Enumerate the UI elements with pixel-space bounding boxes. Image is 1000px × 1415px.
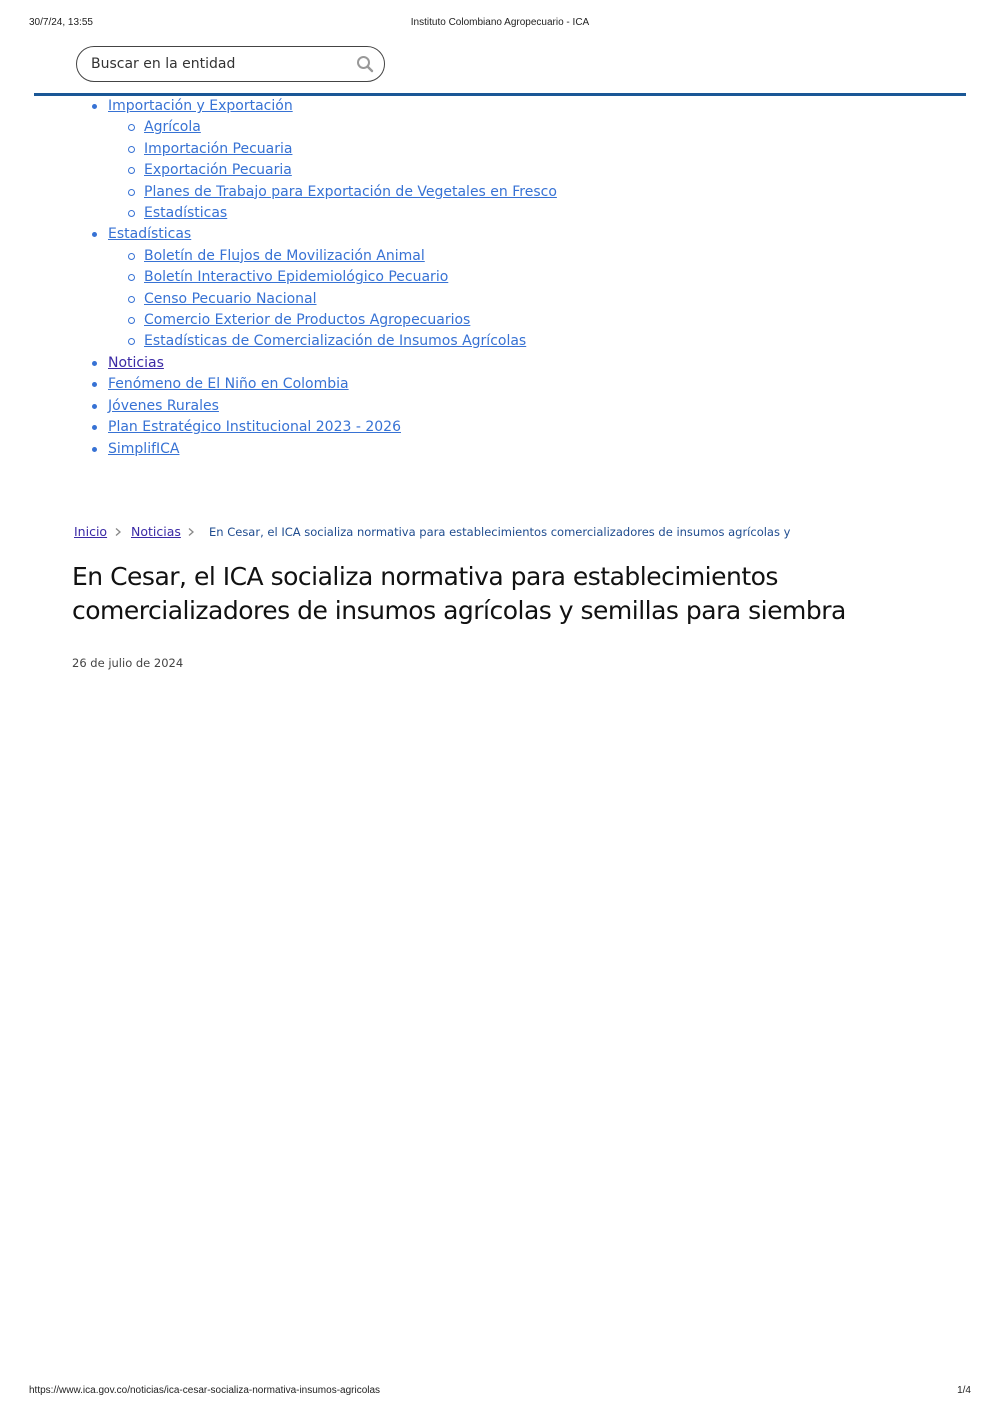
menu-item-importacion-exportacion — [0, 96, 1000, 117]
bullet-circle-icon — [128, 253, 135, 260]
menu-link-noticias[interactable]: Noticias — [108, 354, 164, 371]
submenu-item-planes-trabajo — [0, 182, 1000, 203]
bullet-circle-icon — [128, 146, 135, 153]
menu-item-simplifica — [0, 439, 1000, 460]
bullet-circle-icon — [128, 189, 135, 196]
submenu-link-boletin-epidemiologico[interactable]: Boletín Interactivo Epidemiológico Pecuario — [144, 269, 449, 286]
site-menu — [0, 96, 1000, 460]
search-input[interactable] — [91, 53, 341, 75]
bullet-disc-icon — [92, 361, 97, 366]
submenu-link-insumos-agricolas[interactable]: Estadísticas de Comercialización de Insumos Agrícolas — [144, 333, 527, 350]
chevron-right-icon — [186, 527, 196, 537]
menu-link-simplifica[interactable]: SimplifICA — [108, 440, 180, 457]
submenu-item-estadisticas-comercio — [0, 203, 1000, 224]
bullet-disc-icon — [92, 104, 97, 109]
bullet-circle-icon — [128, 317, 135, 324]
menu-item-estadisticas — [0, 224, 1000, 245]
menu-link-plan-estrategico[interactable]: Plan Estratégico Institucional 2023 - 2026 — [108, 419, 401, 436]
print-url: https://www.ica.gov.co/noticias/ica-cesar-socializa-normativa-insumos-agricolas — [29, 1385, 381, 1396]
bullet-disc-icon — [92, 404, 97, 409]
bullet-disc-icon — [92, 382, 97, 387]
bullet-circle-icon — [128, 274, 135, 281]
bullet-disc-icon — [92, 425, 97, 430]
bullet-circle-icon — [128, 210, 135, 217]
submenu-link-agricola[interactable]: Agrícola — [144, 119, 201, 136]
bullet-disc-icon — [92, 232, 97, 237]
submenu-item-insumos-agricolas — [0, 331, 1000, 352]
bullet-circle-icon — [128, 338, 135, 345]
print-datetime: 30/7/24, 13:55 — [29, 17, 93, 28]
search-box[interactable] — [76, 46, 385, 82]
submenu-link-censo-pecuario[interactable]: Censo Pecuario Nacional — [144, 290, 317, 307]
submenu-item-exportacion-pecuaria — [0, 160, 1000, 181]
menu-link-jovenes-rurales[interactable]: Jóvenes Rurales — [108, 397, 219, 414]
bullet-circle-icon — [128, 124, 135, 131]
menu-item-nino — [0, 374, 1000, 395]
breadcrumb-section-link[interactable]: Noticias — [131, 524, 181, 539]
breadcrumb — [74, 524, 974, 542]
submenu-link-comercio-exterior[interactable]: Comercio Exterior de Productos Agropecuarios — [144, 312, 471, 329]
menu-link-estadisticas[interactable]: Estadísticas — [108, 226, 192, 243]
print-header — [0, 17, 1000, 31]
submenu-item-boletin-flujos — [0, 246, 1000, 267]
submenu-link-planes-trabajo[interactable]: Planes de Trabajo para Exportación de Vegetales en Fresco — [144, 183, 557, 200]
submenu-item-censo-pecuario — [0, 289, 1000, 310]
publication-date: 26 de julio de 2024 — [72, 656, 184, 670]
breadcrumb-current: En Cesar, el ICA socializa normativa para establecimientos comercializadores de insumos agrícolas y — [209, 525, 791, 539]
page-title: En Cesar, el ICA socializa normativa para establecimientos comercializadores de insumos agrícolas y semillas para siembra — [72, 562, 846, 625]
submenu-link-boletin-flujos[interactable]: Boletín de Flujos de Movilización Animal — [144, 247, 425, 264]
submenu-link-importacion-pecuaria[interactable]: Importación Pecuaria — [144, 140, 293, 157]
submenu-item-agricola — [0, 117, 1000, 138]
breadcrumb-home-link[interactable]: Inicio — [74, 524, 108, 539]
submenu-link-exportacion-pecuaria[interactable]: Exportación Pecuaria — [144, 162, 292, 179]
bullet-disc-icon — [92, 447, 97, 452]
submenu-item-boletin-epidemiologico — [0, 267, 1000, 288]
bullet-circle-icon — [128, 296, 135, 303]
print-footer — [0, 1385, 1000, 1399]
submenu-item-comercio-exterior — [0, 310, 1000, 331]
submenu-item-importacion-pecuaria — [0, 139, 1000, 160]
submenu-link-estadisticas-comercio[interactable]: Estadísticas — [144, 205, 228, 222]
print-page-number: 1/4 — [957, 1385, 971, 1396]
bullet-circle-icon — [128, 167, 135, 174]
chevron-right-icon — [113, 527, 123, 537]
search-icon[interactable] — [356, 55, 374, 73]
menu-item-noticias — [0, 353, 1000, 374]
menu-link-importacion-exportacion[interactable]: Importación y Exportación — [108, 98, 293, 114]
menu-link-nino[interactable]: Fenómeno de El Niño en Colombia — [108, 376, 349, 393]
menu-item-jovenes-rurales — [0, 396, 1000, 417]
menu-item-plan-estrategico — [0, 417, 1000, 438]
print-doc-title: Instituto Colombiano Agropecuario - ICA — [410, 17, 590, 28]
